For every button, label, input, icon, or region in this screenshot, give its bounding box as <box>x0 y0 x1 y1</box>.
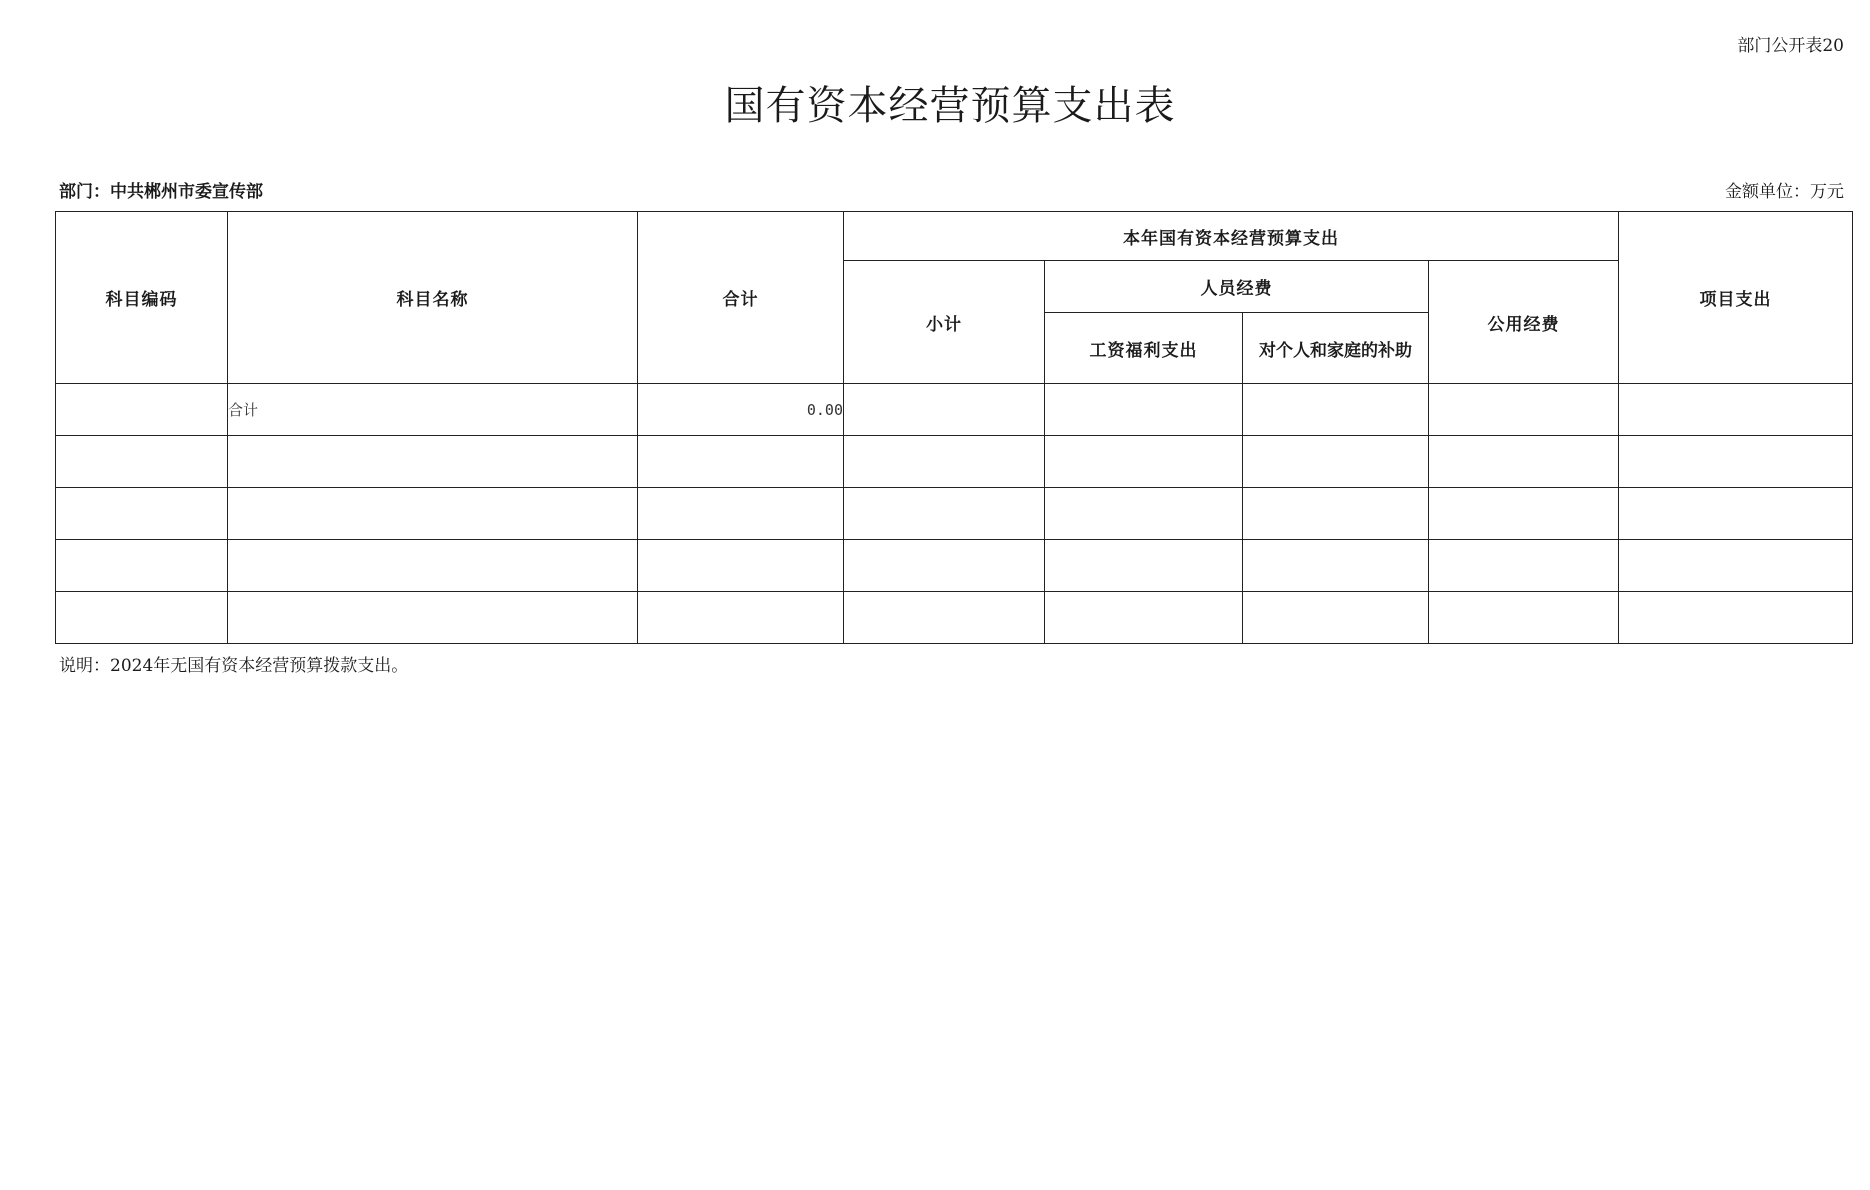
cell-total <box>638 436 844 488</box>
cell-code <box>56 436 228 488</box>
header-personnel: 人员经费 <box>1045 261 1429 313</box>
cell-project <box>1619 488 1853 540</box>
cell-code <box>56 488 228 540</box>
cell-total <box>638 540 844 592</box>
cell-wages <box>1045 384 1243 436</box>
header-wages: 工资福利支出 <box>1045 313 1243 384</box>
table-row <box>56 384 1853 436</box>
cell-code <box>56 592 228 644</box>
cell-project <box>1619 540 1853 592</box>
header-current-year: 本年国有资本经营预算支出 <box>844 212 1619 261</box>
cell-wages <box>1045 488 1243 540</box>
cell-total <box>638 488 844 540</box>
cell-wages <box>1045 436 1243 488</box>
header-subtotal: 小计 <box>844 261 1045 384</box>
department-label: 部门：中共郴州市委宣传部 <box>59 182 263 202</box>
cell-project <box>1619 436 1853 488</box>
cell-name <box>228 592 638 644</box>
header-project: 项目支出 <box>1619 212 1853 384</box>
header-name: 科目名称 <box>228 212 638 384</box>
budget-table <box>55 211 1853 644</box>
cell-public <box>1429 384 1619 436</box>
header-subsidies: 对个人和家庭的补助 <box>1243 313 1429 384</box>
cell-name <box>228 540 638 592</box>
amount-unit-label: 金额单位：万元 <box>1725 182 1844 202</box>
cell-public <box>1429 540 1619 592</box>
cell-name: 合计 <box>228 384 638 436</box>
cell-total: 0.00 <box>638 384 844 436</box>
cell-code <box>56 384 228 436</box>
table-row <box>56 540 1853 592</box>
cell-subsidies <box>1243 488 1429 540</box>
table-row <box>56 488 1853 540</box>
table-row <box>56 592 1853 644</box>
cell-subtotal <box>844 488 1045 540</box>
cell-subsidies <box>1243 592 1429 644</box>
cell-code <box>56 540 228 592</box>
cell-public <box>1429 436 1619 488</box>
cell-total <box>638 592 844 644</box>
cell-subtotal <box>844 592 1045 644</box>
cell-subtotal <box>844 384 1045 436</box>
cell-project <box>1619 384 1853 436</box>
header-code: 科目编码 <box>56 212 228 384</box>
table-row <box>56 436 1853 488</box>
cell-name <box>228 488 638 540</box>
page-title: 国有资本经营预算支出表 <box>724 83 1176 129</box>
cell-subsidies <box>1243 540 1429 592</box>
form-number: 部门公开表20 <box>1737 36 1844 56</box>
cell-subtotal <box>844 540 1045 592</box>
header-public: 公用经费 <box>1429 261 1619 384</box>
header-total: 合计 <box>638 212 844 384</box>
cell-subsidies <box>1243 384 1429 436</box>
cell-wages <box>1045 540 1243 592</box>
cell-public <box>1429 592 1619 644</box>
footnote: 说明：2024年无国有资本经营预算拨款支出。 <box>59 656 409 676</box>
cell-subsidies <box>1243 436 1429 488</box>
cell-name <box>228 436 638 488</box>
cell-public <box>1429 488 1619 540</box>
cell-project <box>1619 592 1853 644</box>
cell-subtotal <box>844 436 1045 488</box>
cell-wages <box>1045 592 1243 644</box>
